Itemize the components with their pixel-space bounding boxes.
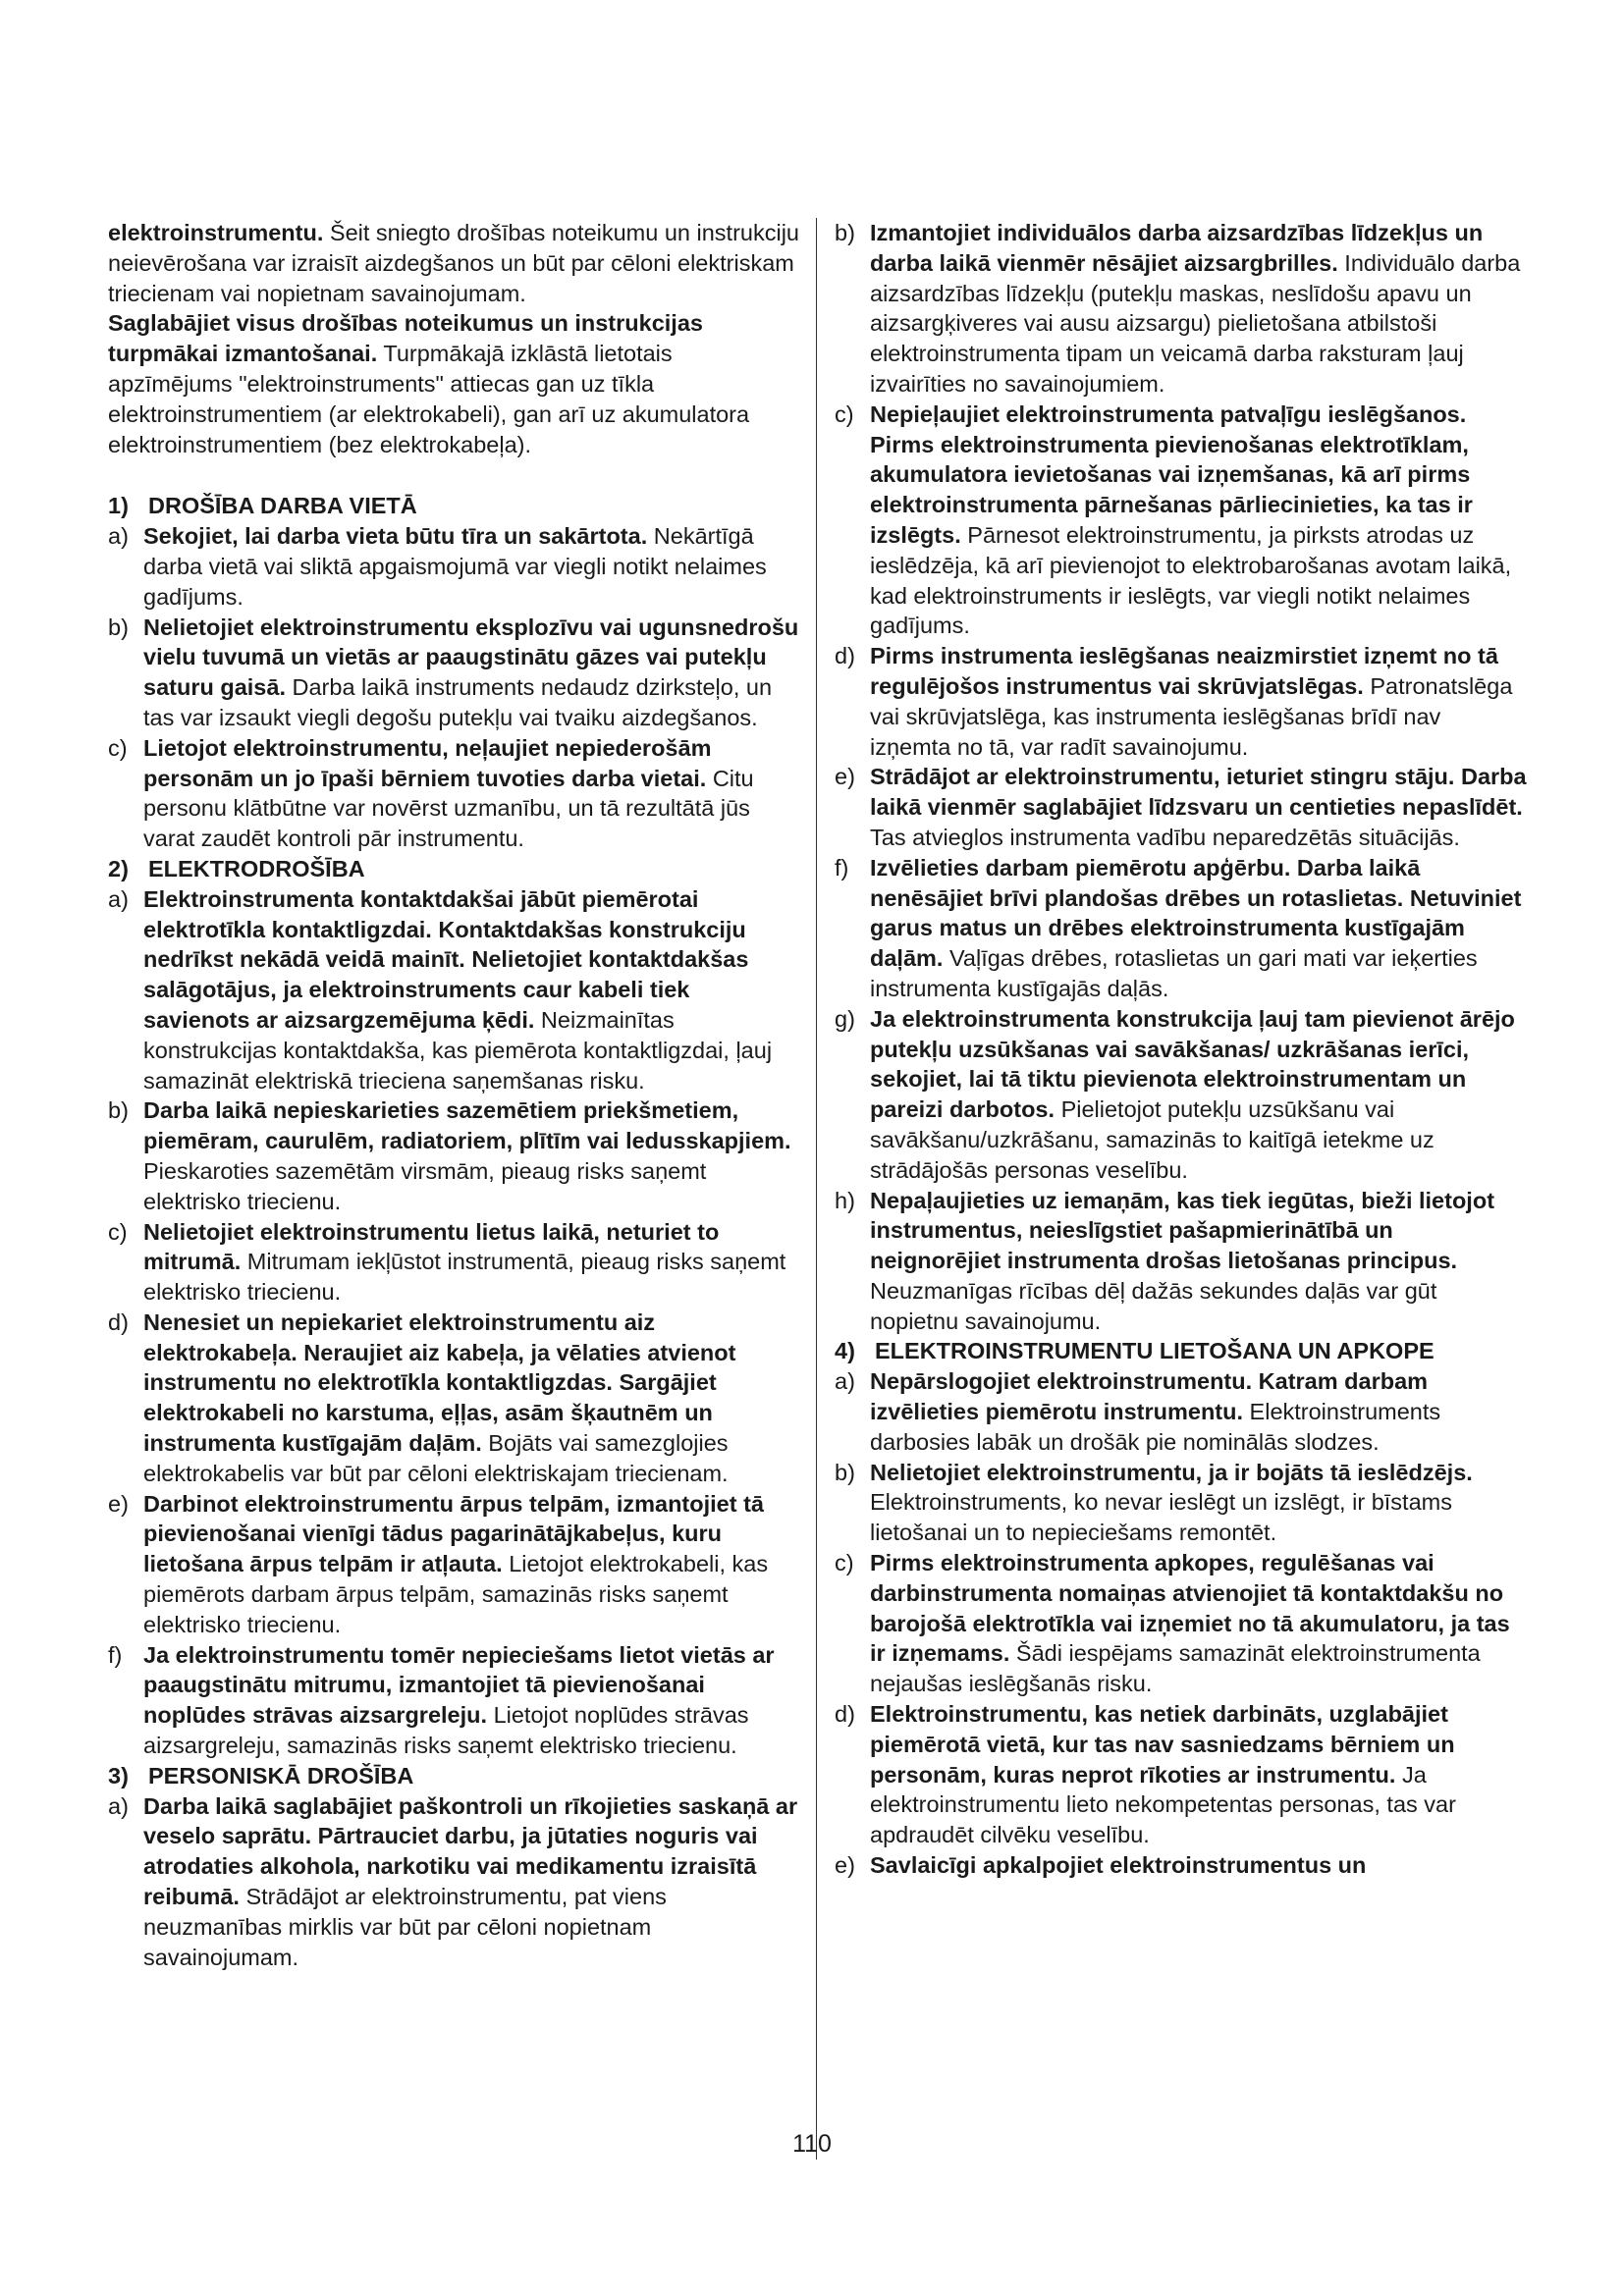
list-item	[108, 1640, 800, 1761]
item-lead: Izvēlieties darbam piemērotu apģērbu. Darba laikā nenēsājiet brīvi plandošas drēbes un rotaslietas. Netuviniet garus matus un drēbes elektroinstrumenta kustīgajām daļām.	[870, 854, 1522, 972]
list-item	[835, 1458, 1527, 1548]
list-item	[835, 1004, 1527, 1186]
section-number: 3)	[108, 1762, 129, 1789]
item-text: Elektroinstruments darbosies labāk un drošāk pie nominālās slodzes.	[870, 1399, 1441, 1455]
intro-paragraph-2	[108, 308, 800, 459]
list-item	[835, 1186, 1527, 1337]
item-text: Vaļīgas drēbes, rotaslietas un gari mati var ieķerties instrumenta kustīgajās daļās.	[870, 945, 1478, 1001]
item-letter: c)	[108, 734, 128, 761]
section-title: ELEKTRODROŠĪBA	[148, 855, 365, 881]
item-body	[143, 521, 800, 612]
item-letter: c)	[835, 400, 854, 427]
item-body	[143, 1217, 800, 1308]
list-item	[108, 613, 800, 733]
item-letter: a)	[108, 1792, 129, 1819]
item-lead: Elektroinstrumentu, kas netiek darbināts, uzglabājiet piemērotā vietā, kur tas nav sasniedzams bērniem un personām, kuras neprot rīkoties ar instrumentu.	[870, 1701, 1455, 1788]
item-body	[870, 853, 1527, 1004]
list-item	[108, 1489, 800, 1640]
item-text: Ja elektroinstrumentu lieto nekompetentas personas, tas var apdraudēt cilvēku veselību.	[870, 1761, 1456, 1848]
item-lead: Pirms instrumenta ieslēgšanas neaizmirstiet izņemt no tā regulējošos instrumentus vai skrūvjatslēgas.	[870, 643, 1498, 699]
section-title: DROŠĪBA DARBA VIETĀ	[148, 493, 417, 519]
item-lead: Ja elektroinstrumentu tomēr nepieciešams lietot vietās ar paaugstinātu mitrumu, izmantojiet tā pievienošanai noplūdes strāvas aizsargreleju.	[143, 1641, 775, 1729]
item-text: Citu personu klātbūtne var novērst uzmanību, un tā rezultātā jūs varat zaudēt kontroli pār instrumentu.	[143, 765, 754, 852]
intro-2-text: Turpmākajā izklāstā lietotais apzīmējums "elektroinstruments" attiecas gan uz tīkla elektroinstrumentiem (ar elektrokabeli), gan arī uz akumulatora elektroinstrumentiem (bez elektrokabeļa).	[108, 341, 750, 457]
item-lead: Darbinot elektroinstrumentu ārpus telpām, izmantojiet tā pievienošanai vienīgi tādus pagarinātājkabeļus, kuru lietošana ārpus telpām ir atļauta.	[143, 1490, 764, 1577]
item-body	[870, 1004, 1527, 1186]
section-heading-2	[108, 854, 800, 884]
item-lead: Nepieļaujiet elektroinstrumenta patvaļīgu ieslēgšanos. Pirms elektroinstrumenta pievienošanas elektrotīklam, akumulatora ievietošanas vai izņemšanas, kā arī pirms elektroinstrumenta pārnešanas pārliecinieties, ka tas ir izslēgts.	[870, 400, 1473, 548]
item-letter: f)	[835, 854, 849, 881]
item-lead: Nepaļaujieties uz iemaņām, kas tiek iegūtas, bieži lietojot instrumentus, neieslīgstiet pašapmierinātībā un neignorējiet instrumenta drošas lietošanas principus.	[870, 1187, 1495, 1274]
item-lead: Nelietojiet elektroinstrumentu lietus laikā, neturiet to mitrumā.	[143, 1218, 720, 1275]
section-title: ELEKTROINSTRUMENTU LIETOŠANA UN APKOPE	[875, 1338, 1435, 1364]
item-body	[870, 1186, 1527, 1337]
list-item	[108, 1308, 800, 1489]
left-column	[108, 218, 800, 1972]
item-body	[143, 613, 800, 733]
page-number: 110	[792, 2130, 832, 2158]
list-item	[835, 641, 1527, 762]
item-text: Patronatslēga vai skrūvjatslēga, kas instrumenta ieslēgšanas brīdī nav izņemta no tā, var radīt savainojumu.	[870, 672, 1513, 760]
intro-paragraph-1	[108, 218, 800, 308]
item-text: Lietojot noplūdes strāvas aizsargreleju, samazinās risks saņemt elektrisko triecienu.	[143, 1702, 749, 1759]
item-body	[870, 1458, 1527, 1548]
item-body	[870, 1366, 1527, 1457]
item-text: Mitrumam iekļūstot instrumentā, pieaug risks saņemt elektrisko triecienu.	[143, 1249, 786, 1306]
item-body	[143, 1640, 800, 1761]
item-body	[870, 218, 1527, 400]
item-letter: a)	[108, 523, 129, 550]
item-letter: e)	[835, 764, 855, 790]
item-text: Lietojot elektrokabeli, kas piemērots darbam ārpus telpām, samazinās risks saņemt elektrisko triecienu.	[143, 1551, 769, 1637]
item-lead: Darba laikā nepieskarieties sazemētiem priekšmetiem, piemēram, caurulēm, radiatoriem, plītīm vai ledusskapjiem.	[143, 1097, 791, 1154]
item-letter: b)	[108, 614, 129, 640]
intro-1-lead: elektroinstrumentu.	[108, 220, 324, 245]
column-divider	[816, 218, 817, 2160]
item-text: Pielietojot putekļu uzsūkšanu vai savākšanu/uzkrāšanu, samazinās to kaitīgā ietekme uz strādājošās personas veselību.	[870, 1096, 1435, 1183]
list-item	[108, 1095, 800, 1216]
item-lead: Strādājot ar elektroinstrumentu, ieturiet stingru stāju. Darba laikā vienmēr saglabājiet līdzsvaru un centieties nepaslīdēt.	[870, 764, 1527, 821]
list-item	[835, 1366, 1527, 1457]
item-text: Pārnesot elektroinstrumentu, ja pirksts atrodas uz ieslēdzēja, kā arī pievienojot to elektrobarošanas avotam laikā, kad elektroinstruments ir ieslēgts, var viegli notikt nelaimes gadījums.	[870, 521, 1512, 639]
item-text: Pieskaroties sazemētām virsmām, pieaug risks saņemt elektrisko triecienu.	[143, 1157, 707, 1214]
item-lead: Pirms elektroinstrumenta apkopes, regulēšanas vai darbinstrumenta nomaiņas atvienojiet tā kontaktdakšu no barojošā elektrotīkla vai izņemiet no tā akumulatoru, ja tas ir izņemams.	[870, 1550, 1510, 1667]
section-number: 2)	[108, 855, 129, 881]
item-letter: b)	[835, 1459, 855, 1485]
item-text: Individuālo darba aizsardzības līdzekļu (putekļu maskas, neslīdošu apavu un aizsargķiveres vai ausu aizsargu) pielietošana atbilstoši elektroinstrumenta tipam un veicamā darba raksturam ļauj izvairīties no savainojumiem.	[870, 249, 1521, 397]
item-letter: f)	[108, 1641, 123, 1668]
item-lead: Izmantojiet individuālos darba aizsardzības līdzekļus un darba laikā vienmēr nēsājiet aizsargbrilles.	[870, 220, 1484, 276]
list-item	[108, 521, 800, 612]
section-number: 4)	[835, 1338, 855, 1364]
section-title: PERSONISKĀ DROŠĪBA	[148, 1762, 414, 1789]
item-body	[143, 1308, 800, 1489]
item-body	[870, 1850, 1527, 1881]
item-body	[143, 884, 800, 1096]
item-letter: c)	[835, 1550, 854, 1576]
section-heading-3	[108, 1761, 800, 1791]
item-body	[143, 1489, 800, 1640]
item-text: Bojāts vai samezglojies elektrokabelis var būt par cēloni elektriskajam triecienam.	[143, 1430, 729, 1486]
item-body	[870, 641, 1527, 762]
list-item	[835, 400, 1527, 641]
item-text: Strādājot ar elektroinstrumentu, pat viens neuzmanības mirklis var būt par cēloni nopietnam savainojumam.	[143, 1884, 667, 1970]
item-body	[143, 733, 800, 854]
item-body	[143, 1095, 800, 1216]
item-letter: e)	[835, 1852, 855, 1879]
list-item	[835, 1548, 1527, 1699]
section-heading-4	[835, 1336, 1527, 1366]
item-letter: b)	[108, 1097, 129, 1124]
item-lead: Sekojiet, lai darba vieta būtu tīra un sakārtota.	[143, 523, 648, 550]
list-item	[835, 1699, 1527, 1850]
item-letter: b)	[835, 220, 855, 245]
intro-1-text: Šeit sniegto drošības noteikumu un instrukciju neievērošana var izraisīt aizdegšanos un būt par cēloni elektriskam triecienam vai nopietnam savainojumam.	[108, 220, 799, 306]
item-lead: Lietojot elektroinstrumentu, neļaujiet nepiederošām personām un jo īpaši bērniem tuvoties darba vietai.	[143, 734, 712, 791]
item-body	[870, 1699, 1527, 1850]
item-letter: e)	[108, 1490, 129, 1517]
list-item	[108, 1791, 800, 1973]
item-body	[870, 762, 1527, 852]
item-letter: c)	[108, 1218, 128, 1245]
item-body	[870, 1548, 1527, 1699]
list-item	[108, 733, 800, 854]
item-text: Elektroinstruments, ko nevar ieslēgt un izslēgt, ir bīstams lietošanai un to nepieciešams remontēt.	[870, 1489, 1452, 1546]
item-lead: Nelietojiet elektroinstrumentu eksplozīvu vai ugunsnedrošu vielu tuvumā un vietās ar paaugstinātu gāzes vai putekļu saturu gaisā.	[143, 614, 799, 701]
list-item	[835, 1850, 1527, 1881]
right-column	[835, 218, 1527, 1881]
item-lead: Elektroinstrumenta kontaktdakšai jābūt piemērotai elektrotīkla kontaktligzdai. Kontaktdakšas konstrukciju nedrīkst nekādā veidā mainīt. Nelietojiet kontaktdakšas salāgotājus, ja elektroinstruments caur kabeli tiek savienots ar aizsargzemējuma ķēdi.	[143, 885, 749, 1033]
list-item	[835, 762, 1527, 852]
item-letter: g)	[835, 1005, 855, 1032]
item-lead: Nepārslogojiet elektroinstrumentu. Katram darbam izvēlieties piemērotu instrumentu.	[870, 1368, 1429, 1425]
item-text: Darba laikā instruments nedaudz dzirksteļo, un tas var izsaukt viegli degošu putekļu vai tvaiku aizdegšanos.	[143, 674, 773, 730]
item-lead: Nelietojiet elektroinstrumentu, ja ir bojāts tā ieslēdzējs.	[870, 1459, 1473, 1485]
item-text: Neuzmanīgas rīcības dēļ dažās sekundes daļās var gūt nopietnu savainojumu.	[870, 1277, 1437, 1334]
item-text: Neizmainītas konstrukcijas kontaktdakša, kas piemērota kontaktligzdai, ļauj samazināt elektriskā trieciena saņemšanas risku.	[143, 1006, 773, 1094]
item-text: Šādi iespējams samazināt elektroinstrumenta nejaušas ieslēgšanās risku.	[870, 1640, 1481, 1697]
list-item	[835, 853, 1527, 1004]
item-letter: d)	[835, 643, 855, 669]
item-text: Tas atvieglos instrumenta vadību neparedzētās situācijās.	[870, 824, 1460, 850]
intro-2-lead: Saglabājiet visus drošības noteikumus un instrukcijas turpmākai izmantošanai.	[108, 310, 703, 367]
item-lead: Ja elektroinstrumenta konstrukcija ļauj tam pievienot ārējo putekļu uzsūkšanas vai savākšanas/ uzkrāšanas ierīci, sekojiet, lai tā tiktu pievienota elektroinstrumentam un pareizi darbotos.	[870, 1005, 1515, 1123]
item-body	[143, 1791, 800, 1973]
section-number: 1)	[108, 493, 129, 519]
item-letter: d)	[108, 1308, 129, 1335]
section-heading-1	[108, 491, 800, 521]
item-letter: a)	[108, 885, 129, 912]
list-item	[108, 1217, 800, 1308]
item-text: Nekārtīgā darba vietā vai sliktā apgaismojumā var viegli notikt nelaimes gadījums.	[143, 523, 767, 610]
item-body	[870, 400, 1527, 641]
item-letter: d)	[835, 1701, 855, 1728]
item-letter: h)	[835, 1187, 855, 1213]
item-lead: Darba laikā saglabājiet paškontroli un rīkojieties saskaņā ar veselo saprātu. Pārtrauciet darbu, ja jūtaties noguris vai atrodaties alkohola, narkotiku vai medikamentu izraisītā reibumā.	[143, 1792, 798, 1910]
item-letter: a)	[835, 1368, 855, 1395]
list-item	[835, 218, 1527, 400]
item-lead: Nenesiet un nepiekariet elektroinstrumentu aiz elektrokabeļa. Neraujiet aiz kabeļa, ja vēlaties atvienot instrumentu no elektrotīkla kontaktligzdas. Sargājiet elektrokabeli no karstuma, eļļas, asām šķautnēm un instrumenta kustīgajām daļām.	[143, 1308, 736, 1457]
item-lead: Savlaicīgi apkalpojiet elektroinstrumentus un	[870, 1852, 1367, 1879]
list-item	[108, 884, 800, 1096]
